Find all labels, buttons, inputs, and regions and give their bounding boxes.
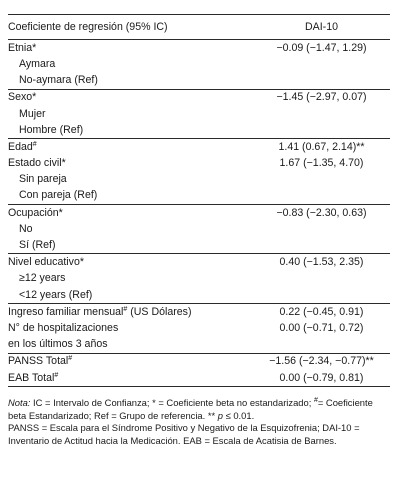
row-value: 0.00 (−0.79, 0.81) bbox=[253, 370, 390, 387]
row-value: 1.67 (−1.35, 4.70) bbox=[279, 157, 364, 170]
row-value: 1.41 (0.67, 2.14)** bbox=[253, 139, 390, 156]
table-row bbox=[8, 254, 390, 271]
table-row bbox=[8, 106, 390, 122]
row-value bbox=[253, 287, 390, 304]
row-label: Hombre (Ref) bbox=[19, 123, 84, 136]
table-row bbox=[8, 237, 390, 254]
table-row bbox=[8, 353, 390, 370]
p-symbol: p bbox=[217, 409, 223, 421]
row-value bbox=[253, 271, 390, 287]
row-label: N° de hospitalizaciones bbox=[8, 321, 119, 334]
table-row bbox=[8, 370, 390, 387]
footnote-lead: Nota: bbox=[8, 397, 31, 408]
row-value bbox=[253, 237, 390, 254]
table-row bbox=[8, 72, 390, 89]
table-row bbox=[8, 155, 390, 171]
hash-marker: # bbox=[313, 397, 318, 404]
row-value: −1.56 (−2.34, −0.77)** bbox=[253, 353, 390, 370]
hash-marker: # bbox=[123, 305, 128, 313]
table-row bbox=[8, 89, 390, 106]
row-value bbox=[253, 56, 390, 72]
row-value: −1.45 (−2.97, 0.07) bbox=[253, 89, 390, 106]
table-row bbox=[8, 40, 390, 57]
footnote-text: IC = Intervalo de Confianza; * = Coeficiente beta no estandarizado; bbox=[30, 397, 314, 408]
table-row bbox=[8, 122, 390, 139]
row-value bbox=[253, 106, 390, 122]
regression-table bbox=[8, 14, 390, 387]
table-row bbox=[8, 320, 390, 336]
row-label: Sexo* bbox=[8, 89, 253, 106]
row-value bbox=[253, 188, 390, 205]
row-label-text: PANSS Total bbox=[8, 355, 69, 368]
row-label: No bbox=[19, 222, 33, 235]
row-label: <12 years (Ref) bbox=[19, 288, 93, 301]
row-label bbox=[8, 139, 253, 156]
table-row bbox=[8, 204, 390, 221]
table-row bbox=[8, 221, 390, 237]
header-coefficient: Coeficiente de regresión (95% IC) bbox=[8, 20, 168, 33]
table-row bbox=[8, 304, 390, 321]
row-label: en los últimos 3 años bbox=[8, 338, 108, 351]
row-label: Estado civil* bbox=[8, 157, 66, 170]
footnote-text: ≤ 0.01. bbox=[222, 409, 255, 421]
table-row bbox=[8, 336, 390, 353]
table-row bbox=[8, 188, 390, 205]
row-label: Etnia* bbox=[8, 41, 37, 54]
table-row bbox=[8, 139, 390, 156]
row-label: Con pareja (Ref) bbox=[19, 189, 98, 202]
row-label: Ocupación* bbox=[8, 204, 253, 221]
row-label bbox=[8, 304, 253, 321]
hash-marker: # bbox=[54, 371, 59, 379]
table-row bbox=[8, 172, 390, 188]
row-label: No-aymara (Ref) bbox=[19, 74, 98, 87]
table-row bbox=[8, 271, 390, 287]
row-label: Aymara bbox=[19, 57, 56, 70]
footnote-text: = Coeficiente beta Estandarizado; Ref = Grupo de referencia. ** bbox=[8, 397, 373, 421]
row-value bbox=[253, 122, 390, 139]
footnote-paragraph bbox=[8, 397, 392, 422]
row-label: ≥12 years bbox=[19, 272, 66, 285]
table-row bbox=[8, 287, 390, 304]
row-label bbox=[8, 353, 253, 370]
row-value: 0.40 (−1.53, 2.35) bbox=[253, 254, 390, 271]
row-label: Sí (Ref) bbox=[19, 239, 56, 252]
row-label-tail: (US Dólares) bbox=[127, 305, 192, 318]
row-label-text: EAB Total bbox=[8, 371, 55, 384]
row-label bbox=[8, 370, 253, 387]
row-label-text: Ingreso familiar mensual bbox=[8, 305, 124, 318]
row-value bbox=[253, 336, 390, 353]
hash-marker: # bbox=[68, 355, 73, 363]
row-value: −0.83 (−2.30, 0.63) bbox=[253, 204, 390, 221]
row-value bbox=[253, 172, 390, 188]
table-row bbox=[8, 56, 390, 72]
hash-marker: # bbox=[32, 140, 37, 148]
row-label: Sin pareja bbox=[19, 173, 67, 186]
header-dai10: DAI-10 bbox=[305, 20, 338, 33]
row-value: 0.22 (−0.45, 0.91) bbox=[253, 304, 390, 321]
footnote-abbreviations: PANSS = Escala para el Síndrome Positivo y Negativo de la Esquizofrenia; DAI-10 = Inventario de Actitud hacia la Medicación. EAB = Escala de Acatisia de Barnes. bbox=[8, 422, 360, 446]
row-value: 0.00 (−0.71, 0.72) bbox=[279, 321, 364, 334]
row-label: Nivel educativo* bbox=[8, 254, 253, 271]
row-label: Mujer bbox=[19, 107, 46, 120]
table-footnote bbox=[8, 397, 392, 447]
row-value: −0.09 (−1.47, 1.29) bbox=[276, 41, 367, 54]
row-value bbox=[253, 221, 390, 237]
table-header-row bbox=[8, 15, 390, 40]
row-label-text: Edad bbox=[8, 140, 33, 153]
row-value bbox=[253, 72, 390, 89]
